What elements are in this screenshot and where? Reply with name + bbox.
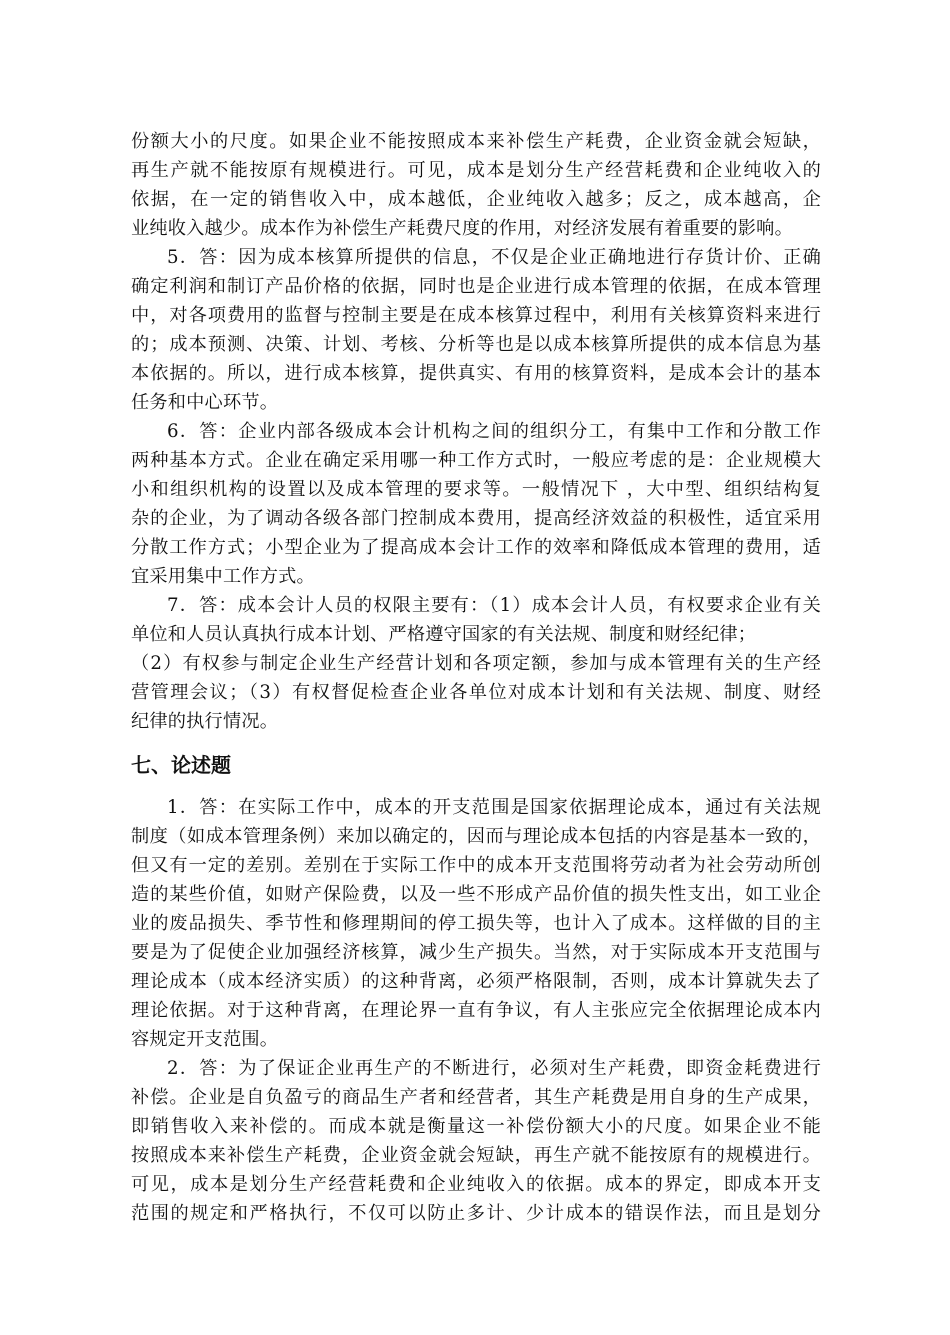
text-line: 小和组织机构的设置以及成本管理的要求等。一般情况下 ，大中型、组织结构复 bbox=[131, 479, 821, 500]
text-line: 两种基本方式。企业在确定采用哪一种工作方式时，一般应考虑的是：企业规模大 bbox=[131, 450, 821, 471]
text-line: 份额大小的尺度。如果企业不能按照成本来补偿生产耗费，企业资金就会短缺， bbox=[131, 131, 821, 152]
text-line: 要是为了促使企业加强经济核算，减少生产损失。当然，对于实际成本开支范围与 bbox=[131, 942, 821, 963]
text-line: 确定利润和制订产品价格的依据，同时也是企业进行成本管理的依据，在成本管理 bbox=[131, 276, 821, 297]
text-line: 制度（如成本管理条例）来加以确定的，因而与理论成本包括的内容是基本一致的， bbox=[131, 826, 821, 847]
text-line: 的；成本预测、决策、计划、考核、分析等也是以成本核算所提供的成本信息为基 bbox=[131, 334, 821, 355]
text-line: 依据，在一定的销售收入中，成本越低，企业纯收入越多；反之，成本越高，企 bbox=[131, 189, 821, 210]
text-line: 纪律的执行情况。 bbox=[131, 711, 279, 732]
text-line: 6．答：企业内部各级成本会计机构之间的组织分工，有集中工作和分散工作 bbox=[167, 421, 821, 442]
text-line: 营管理会议；（3）有权督促检查企业各单位对成本计划和有关法规、制度、财经 bbox=[131, 682, 821, 703]
text-line: 业的废品损失、季节性和修理期间的停工损失等，也计入了成本。这样做的目的主 bbox=[131, 913, 821, 934]
text-line: 理论成本（成本经济实质）的这种背离，必须严格限制，否则，成本计算就失去了 bbox=[131, 971, 821, 992]
text-line: 造的某些价值，如财产保险费，以及一些不形成产品价值的损失性支出，如工业企 bbox=[131, 884, 821, 905]
text-line: 任务和中心环节。 bbox=[131, 392, 279, 413]
essay-answer-2 bbox=[131, 1054, 821, 1228]
answer-5 bbox=[131, 243, 821, 417]
essay-answer-1 bbox=[131, 793, 821, 1054]
answer-7 bbox=[131, 591, 821, 736]
text-line: （2）有权参与制定企业生产经营计划和各项定额，参加与成本管理有关的生产经 bbox=[131, 653, 821, 674]
text-line: 再生产就不能按原有规模进行。可见，成本是划分生产经营耗费和企业纯收入的 bbox=[131, 160, 821, 181]
text-line: 理论依据。对于这种背离，在理论界一直有争议，有人主张应完全依据理论成本内 bbox=[131, 1000, 821, 1021]
text-line: 补偿。企业是自负盈亏的商品生产者和经营者，其生产耗费是用自身的生产成果， bbox=[131, 1087, 821, 1108]
text-line: 1．答：在实际工作中，成本的开支范围是国家依据理论成本，通过有关法规 bbox=[167, 797, 821, 818]
text-line: 业纯收入越少。成本作为补偿生产耗费尺度的作用，对经济发展有着重要的影响。 bbox=[131, 218, 793, 239]
text-line: 但又有一定的差别。差别在于实际工作中的成本开支范围将劳动者为社会劳动所创 bbox=[131, 855, 821, 876]
text-line: 杂的企业，为了调动各级各部门控制成本费用，提高经济效益的积极性，适宜采用 bbox=[131, 508, 821, 529]
text-line: 容规定开支范围。 bbox=[131, 1029, 279, 1050]
answer-6 bbox=[131, 417, 821, 591]
text-line: 分散工作方式；小型企业为了提高成本会计工作的效率和降低成本管理的费用，适 bbox=[131, 537, 821, 558]
document-page bbox=[131, 127, 821, 1228]
text-line: 可见，成本是划分生产经营耗费和企业纯收入的依据。成本的界定，即成本开支 bbox=[131, 1174, 821, 1195]
text-line: 2．答：为了保证企业再生产的不断进行，必须对生产耗费，即资金耗费进行 bbox=[167, 1058, 821, 1079]
text-line: 范围的规定和严格执行，不仅可以防止多计、少计成本的错误作法，而且是划分 bbox=[131, 1203, 821, 1224]
section-heading: 七、论述题 bbox=[131, 753, 231, 777]
text-line: 中，对各项费用的监督与控制主要是在成本核算过程中，利用有关核算资料来进行 bbox=[131, 305, 821, 326]
paragraph-continued bbox=[131, 127, 821, 243]
text-line: 宜采用集中工作方式。 bbox=[131, 566, 315, 587]
text-line: 单位和人员认真执行成本计划、严格遵守国家的有关法规、制度和财经纪律； bbox=[131, 624, 757, 645]
text-line: 本依据的。所以，进行成本核算，提供真实、有用的核算资料，是成本会计的基本 bbox=[131, 363, 821, 384]
text-line: 7．答：成本会计人员的权限主要有：（1）成本会计人员，有权要求企业有关 bbox=[167, 595, 821, 616]
text-line: 按照成本来补偿生产耗费，企业资金就会短缺，再生产就不能按原有的规模进行。 bbox=[131, 1145, 821, 1166]
text-line: 5．答：因为成本核算所提供的信息，不仅是企业正确地进行存货计价、正确 bbox=[167, 247, 821, 268]
text-line: 即销售收入来补偿的。而成本就是衡量这一补偿份额大小的尺度。如果企业不能 bbox=[131, 1116, 821, 1137]
